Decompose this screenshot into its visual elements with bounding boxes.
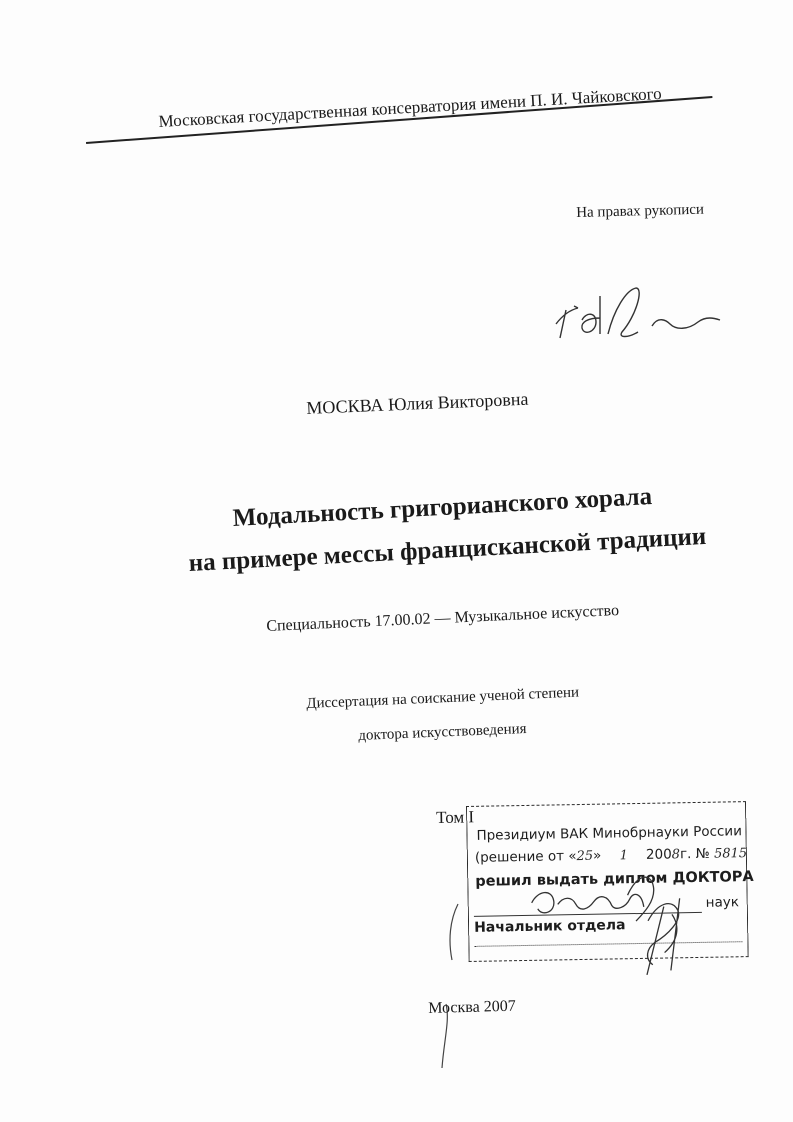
manuscript-note: На правах рукописи (576, 201, 705, 221)
institution-header: Московская государственная консерватория имени П. И. Чайковского (158, 83, 663, 131)
stamp-decision-prefix: (решение от « (474, 848, 577, 866)
margin-mark (440, 900, 464, 1070)
stamp-decision-month: 1 (619, 848, 629, 864)
stamp-line-diploma: решил выдать диплом ДОКТОРА (475, 868, 754, 890)
volume-label: Том I (436, 807, 475, 827)
stamp-decision-year-prefix: 200 (645, 846, 672, 863)
footer-city-year: Москва 2007 (428, 997, 516, 1017)
author-name: МОСКВА Юлия Викторовна (306, 388, 529, 418)
title-line-1: Модальность григорианского хорала (232, 483, 653, 532)
stamp-line-presidium: Президиум ВАК Минобрнауки России (476, 823, 743, 844)
dissertation-line-1: Диссертация на соискание ученой степени (306, 684, 580, 712)
stamp-line-science: наук (705, 894, 740, 911)
title-line-2: на примере мессы францисканской традиции (188, 522, 707, 577)
stamp-decision-day: 25 (576, 848, 594, 865)
dissertation-line-2: доктора искусствоведения (358, 720, 527, 744)
stamp-decision-number-prefix: г. № (679, 845, 710, 863)
vak-stamp (466, 801, 754, 966)
specialty: Специальность 17.00.02 — Музыкальное искусство (266, 601, 620, 635)
stamp-signatures (466, 801, 769, 996)
author-signature (548, 276, 728, 356)
stamp-decision-year-suffix: 8 (671, 847, 681, 863)
stamp-decision-mid: » (592, 847, 602, 864)
stamp-decision-number: 5815 (713, 846, 748, 862)
stamp-line-head: Начальник отдела (473, 917, 626, 936)
